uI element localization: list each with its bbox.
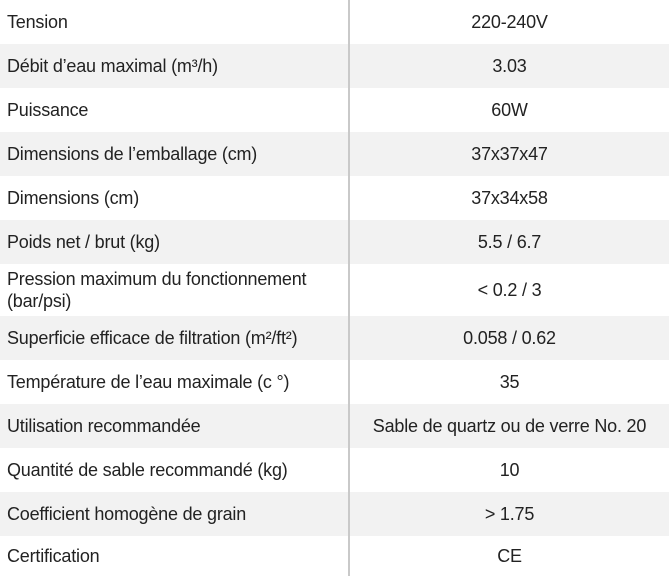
spec-row-sand-quantity <box>0 448 669 492</box>
spec-label: Débit d’eau maximal (m³/h) <box>0 44 350 88</box>
spec-row-recommended-use <box>0 404 669 448</box>
spec-value: CE <box>497 546 522 566</box>
spec-row-max-water-temp <box>0 360 669 404</box>
spec-label: Puissance <box>0 88 350 132</box>
spec-row-water-flow <box>0 44 669 88</box>
spec-value: 3.03 <box>492 56 527 76</box>
spec-label: Pression maximum du fonctionnement (bar/psi) <box>0 264 350 316</box>
spec-value: 60W <box>491 100 528 120</box>
spec-label: Dimensions (cm) <box>0 176 350 220</box>
spec-label: Dimensions de l’emballage (cm) <box>0 132 350 176</box>
spec-row-weight <box>0 220 669 264</box>
spec-value: 37x34x58 <box>471 188 548 208</box>
spec-value: > 1.75 <box>484 504 535 524</box>
spec-value: 37x37x47 <box>471 144 548 164</box>
spec-row-grain-coefficient <box>0 492 669 536</box>
spec-value: 220-240V <box>471 12 548 32</box>
spec-label: Certification <box>0 536 350 576</box>
spec-label: Tension <box>0 0 350 44</box>
spec-row-certification <box>0 536 669 576</box>
spec-value: 5.5 / 6.7 <box>477 232 542 252</box>
spec-label: Utilisation recommandée <box>0 404 350 448</box>
spec-label: Température de l’eau maximale (c °) <box>0 360 350 404</box>
spec-value: 10 <box>499 460 520 480</box>
spec-label: Coefficient homogène de grain <box>0 492 350 536</box>
spec-value: 0.058 / 0.62 <box>463 328 556 348</box>
spec-value: < 0.2 / 3 <box>477 280 542 300</box>
spec-value: 35 <box>499 372 520 392</box>
spec-row-packaging-dimensions <box>0 132 669 176</box>
spec-label: Superficie efficace de filtration (m²/ft²) <box>0 316 350 360</box>
spec-row-max-pressure <box>0 264 669 316</box>
spec-value: Sable de quartz ou de verre No. 20 <box>372 416 647 436</box>
spec-row-tension <box>0 0 669 44</box>
spec-row-power <box>0 88 669 132</box>
spec-row-filtration-area <box>0 316 669 360</box>
spec-row-dimensions <box>0 176 669 220</box>
spec-label: Quantité de sable recommandé (kg) <box>0 448 350 492</box>
spec-label: Poids net / brut (kg) <box>0 220 350 264</box>
